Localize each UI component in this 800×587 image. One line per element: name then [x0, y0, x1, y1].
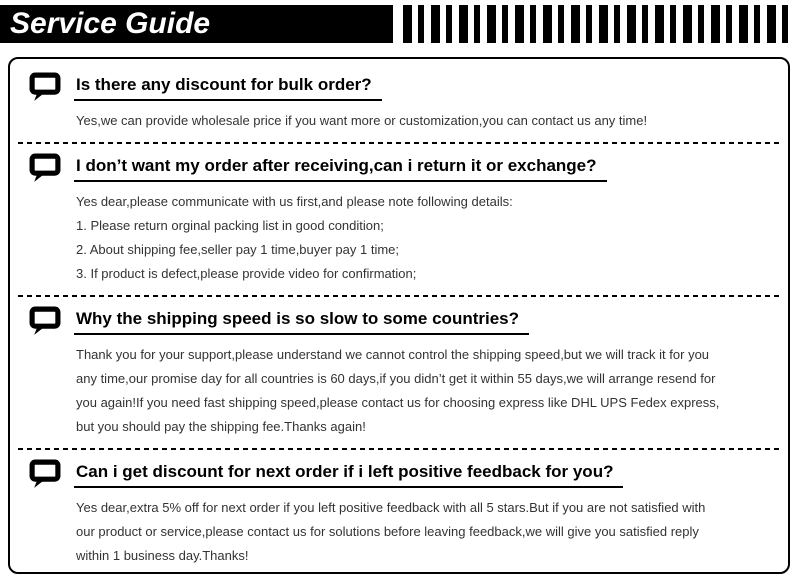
faq-answer-line: Thank you for your support,please understand we cannot control the shipping speed,but we will track it for you	[76, 347, 710, 362]
faq-answer-line: 3. If product is defect,please provide video for confirmation;	[76, 266, 417, 281]
faq-answer-line: Yes,we can provide wholesale price if you want more or customization,you can contact us any time!	[76, 113, 648, 128]
faq-question: Is there any discount for bulk order?	[74, 74, 382, 101]
faq-answers	[76, 343, 770, 439]
faq-answer-line: but you should pay the shipping fee.Thanks again!	[76, 419, 366, 434]
header-banner	[0, 5, 393, 43]
faq-question: Can i get discount for next order if i left positive feedback for you?	[74, 461, 623, 488]
faq-question-row	[28, 305, 770, 338]
faq-answer-line: you again!If you need fast shipping speed,please contact us for choosing express like DHL UPS Fedex express,	[76, 395, 720, 410]
speech-bubble-icon	[28, 152, 62, 185]
faq-answer-line: any time,our promise day for all countries is 60 days,if you didn’t get it within 55 days,we will arrange resend for	[76, 371, 716, 386]
faq-question-row	[28, 71, 770, 104]
faq-answers	[76, 109, 770, 133]
faq-answer-line: within 1 business day.Thanks!	[76, 548, 249, 563]
faq-panel	[8, 57, 790, 574]
speech-bubble-icon	[28, 458, 62, 491]
faq-answers	[76, 496, 770, 568]
faq-question: Why the shipping speed is so slow to some countries?	[74, 308, 529, 335]
faq-answer-line: Yes dear,extra 5% off for next order if you left positive feedback with all 5 stars.But if you are not satisfied with	[76, 500, 706, 515]
speech-bubble-icon	[28, 305, 62, 338]
faq-answers	[76, 190, 770, 286]
speech-bubble-icon	[28, 71, 62, 104]
faq-question: I don’t want my order after receiving,can i return it or exchange?	[74, 155, 607, 182]
barcode-decoration	[403, 5, 793, 43]
faq-answer-line: 1. Please return orginal packing list in good condition;	[76, 218, 384, 233]
faq-question-row	[28, 152, 770, 185]
faq-question-row	[28, 458, 770, 491]
page-title: Service Guide	[10, 7, 211, 40]
faq-item	[28, 297, 770, 439]
faq-item	[28, 63, 770, 133]
faq-answer-line: our product or service,please contact us for solutions before leaving feedback,we will give you satisfied reply	[76, 524, 699, 539]
faq-item	[28, 144, 770, 286]
faq-answer-line: 2. About shipping fee,seller pay 1 time,buyer pay 1 time;	[76, 242, 400, 257]
faq-item	[28, 450, 770, 568]
faq-answer-line: Yes dear,please communicate with us first,and please note following details:	[76, 194, 513, 209]
